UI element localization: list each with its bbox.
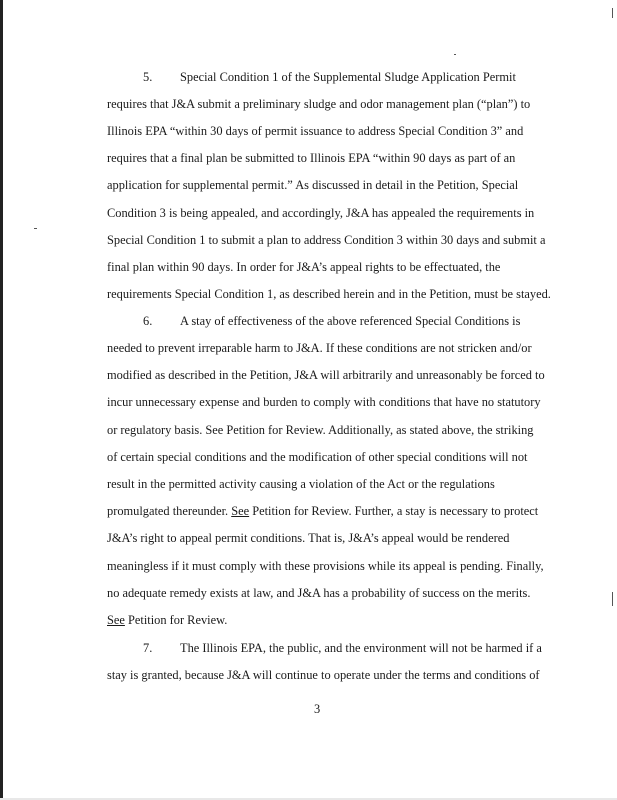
paragraph-6-line: no adequate remedy exists at law, and J&A has a probability of success on the merits. xyxy=(107,586,531,600)
paragraph-6-line: incur unnecessary expense and burden to comply with conditions that have no statutory xyxy=(107,395,541,409)
paragraph-7-line: The Illinois EPA, the public, and the environment will not be harmed if a xyxy=(180,641,542,655)
paragraph-6-line xyxy=(107,613,227,628)
line-text: Petition for Review. xyxy=(124,613,228,627)
scan-speck xyxy=(34,228,37,229)
scan-speck xyxy=(454,54,456,55)
paragraph-6-line: or regulatory basis. See Petition for Review. Additionally, as stated above, the striking xyxy=(107,423,534,437)
paragraph-6-line: A stay of effectiveness of the above referenced Special Conditions is xyxy=(180,314,521,328)
paragraph-7-line: stay is granted, because J&A will continue to operate under the terms and conditions of xyxy=(107,668,540,682)
paragraph-6-line: meaningless if it must comply with these provisions while its appeal is pending. Finally, xyxy=(107,559,544,573)
paragraph-5-line: Special Condition 1 to submit a plan to address Condition 3 within 30 days and submit a xyxy=(107,233,546,247)
paragraph-5-number: 5. xyxy=(143,70,153,84)
scan-edge xyxy=(0,0,3,800)
paragraph-6-line: modified as described in the Petition, J&A will arbitrarily and unreasonably be forced to xyxy=(107,368,545,382)
paragraph-6-line: needed to prevent irreparable harm to J&A. If these conditions are not stricken and/or xyxy=(107,341,532,355)
paragraph-6-line: J&A’s right to appeal permit conditions. That is, J&A’s appeal would be rendered xyxy=(107,531,510,545)
see-citation: See xyxy=(107,613,125,627)
scan-speck xyxy=(612,8,613,18)
paragraph-5-line: Illinois EPA “within 30 days of permit issuance to address Special Condition 3” and xyxy=(107,124,524,138)
paragraph-6-line xyxy=(107,504,538,519)
paragraph-5-line: requires that a final plan be submitted to Illinois EPA “within 90 days as part of an xyxy=(107,151,516,165)
paragraph-6-number: 6. xyxy=(143,314,153,328)
paragraph-5-line: requires that J&A submit a preliminary sludge and odor management plan (“plan”) to xyxy=(107,97,531,111)
paragraph-5-line: requirements Special Condition 1, as described herein and in the Petition, must be stayed. xyxy=(107,287,551,301)
paragraph-5-line: Condition 3 is being appealed, and accordingly, J&A has appealed the requirements in xyxy=(107,206,535,220)
paragraph-5-line: application for supplemental permit.” As discussed in detail in the Petition, Special xyxy=(107,178,519,192)
paragraph-7-number: 7. xyxy=(143,641,153,655)
paragraph-6-line: of certain special conditions and the modification of other special conditions will not xyxy=(107,450,528,464)
line-text: promulgated thereunder. xyxy=(107,504,232,518)
scan-speck xyxy=(612,592,613,606)
see-citation: See xyxy=(231,504,250,518)
paragraph-5-line: Special Condition 1 of the Supplemental Sludge Application Permit xyxy=(180,70,516,84)
paragraph-6-line: result in the permitted activity causing a violation of the Act or the regulations xyxy=(107,477,495,491)
paragraph-5-line: final plan within 90 days. In order for J&A’s appeal rights to be effectuated, the xyxy=(107,260,501,274)
line-text: Petition for Review. Further, a stay is necessary to protect xyxy=(249,504,539,518)
page-number: 3 xyxy=(314,702,321,716)
